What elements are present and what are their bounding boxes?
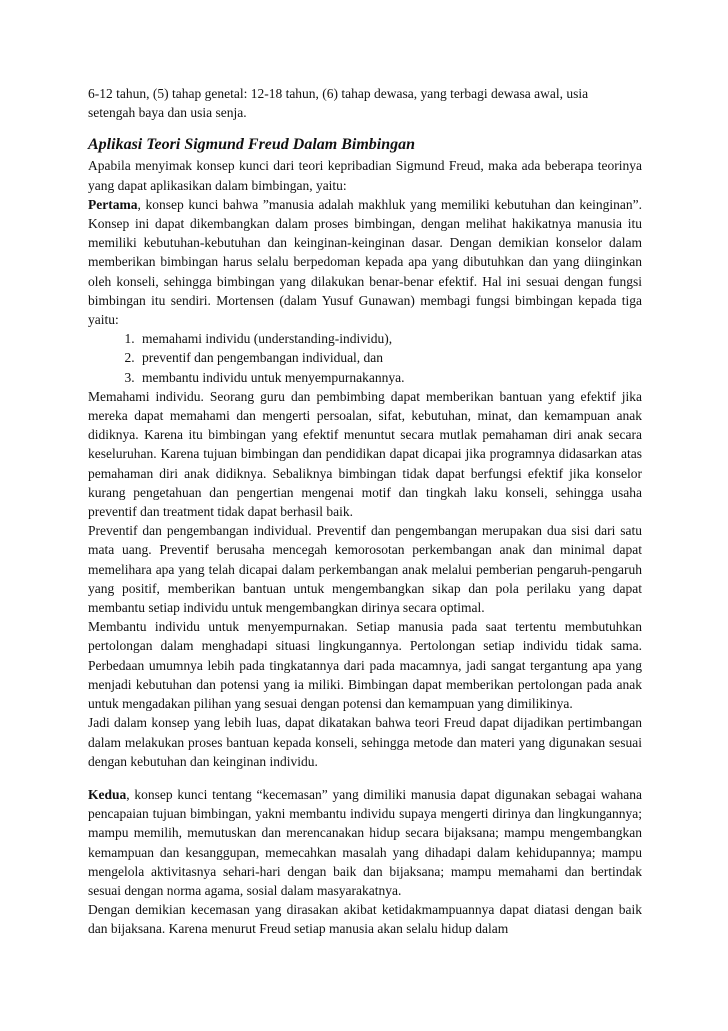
body-paragraph-understanding: Memahami individu. Seorang guru dan pembimbing dapat memberikan bantuan yang efektif jika mereka dapat memahami dan mengerti persoalan, sifat, kebutuhan, minat, dan kemampuan anak didiknya. Karena itu bimbingan yang efektif menuntut secara mutlak pemahaman diri anak secara keseluruhan. Karena tujuan bimbingan dan pendidikan dapat dicapai jika programnya didasarkan atas pemahaman diri anak didiknya. Sebaliknya bimbingan tidak dapat berfungsi efektif jika konselor kurang pengetahuan dan pengertian mengenai motif dan tingkah laku konseli, sehingga usaha preventif dan treatment tidak dapat berhasil baik. (88, 388, 642, 520)
pertama-paragraph (88, 195, 642, 329)
list-item: 2. preventif dan pengembangan individual, dan (138, 348, 642, 367)
intro-paragraph (88, 84, 642, 122)
pertama-label: Pertama (88, 196, 138, 212)
list-item: 3. membantu individu untuk menyempurnakannya. (138, 368, 642, 387)
list-item: 1. memahami individu (understanding-individu), (138, 329, 642, 348)
intro-line-2: setengah baya dan usia senja. (88, 105, 247, 121)
body-paragraph-perfecting: Membantu individu untuk menyempurnakan. Setiap manusia pada saat tertentu membutuhkan pertolongan dalam menghadapi situasi lingkungannya. Pertolongan setiap individu tidak sama. Perbedaan umumnya lebih pada tingkatannya dari pada macamnya, jadi sangat tergantung apa yang menjadi kebutuhan dan potensi yang ia miliki. Bimbingan dapat memberikan pertolongan pada anak untuk mengadakan pilihan yang sesuai dengan potensi dan kemampuan yang dimilikinya. (88, 619, 642, 712)
kedua-text: , konsep kunci tentang “kecemasan” yang dimiliki manusia dapat digunakan sebagai wahana pencapaian tujuan bimbingan, yakni membantu individu supaya mengerti dirinya dan lingkungannya; mampu memilih, memutuskan dan merencanakan hidup secara bijaksana; mampu mengembangkan kemampuan dan kesanggupan, memecahkan masalah yang dihadapi dalam kehidupannya; mampu mengelola aktivitasnya sehari-hari dengan baik dan bijaksana; mampu memahami dan bertindak sesuai dengan norma agama, sosial dalam masyarakatnya. (88, 786, 642, 898)
pertama-text: , konsep kunci bahwa ”manusia adalah makhluk yang memiliki kebutuhan dan keinginan”. Konsep ini dapat dikembangkan dalam proses bimbingan, dengan melihat hakikatnya manusia itu memiliki kebutuhan-kebutuhan dan keinginan-keinginan dasar. Dengan demikian konselor dalam memberikan bimbingan harus selalu berpedoman kepada apa yang dibutuhkan dan yang diinginkan oleh konseli, sehingga bimbingan yang dilakukan benar-benar efektif. Hal ini sesuai dengan fungsi bimbingan itu sendiri. Mortensen (dalam Yusuf Gunawan) membagi fungsi bimbingan kepada tiga yaitu: (88, 196, 642, 328)
kedua-label: Kedua (88, 786, 127, 802)
body-paragraph-preventive: Preventif dan pengembangan individual. Preventif dan pengembangan merupakan dua sisi dari satu mata uang. Preventif berusaha mencegah kemorosotan perkembangan anak dan minimal dapat memelihara apa yang telah dicapai dalam perkembangan anak melalui pemberian pengaruh-pengaruh yang positif, memberikan bantuan untuk mengembangkan sikap dan pola perilaku yang dapat membantu setiap individu untuk mengembangkan dirinya secara optimal. (88, 523, 642, 616)
section-heading: Aplikasi Teori Sigmund Freud Dalam Bimbingan (88, 136, 416, 154)
closing-paragraph: Dengan demikian kecemasan yang dirasakan akibat ketidakmampuannya dapat diatasi dengan baik dan bijaksana. Karena menurut Freud setiap manusia akan selalu hidup dalam (88, 902, 642, 937)
body-paragraph-summary: Jadi dalam konsep yang lebih luas, dapat dikatakan bahwa teori Freud dapat dijadikan pertimbangan dalam melakukan proses bantuan kepada konseli, sehingga metode dan materi yang digunakan sesuai dengan kebutuhan dan keinginan individu. (88, 715, 642, 769)
function-list (88, 329, 642, 387)
kedua-paragraph (88, 785, 642, 900)
lead-paragraph: Apabila menyimak konsep kunci dari teori kepribadian Sigmund Freud, maka ada beberapa teorinya yang dapat aplikasikan dalam bimbingan, yaitu: (88, 158, 642, 193)
intro-line-1: 6-12 tahun, (5) tahap genetal: 12-18 tahun, (6) tahap dewasa, yang terbagi dewasa awal, usia (88, 86, 589, 101)
